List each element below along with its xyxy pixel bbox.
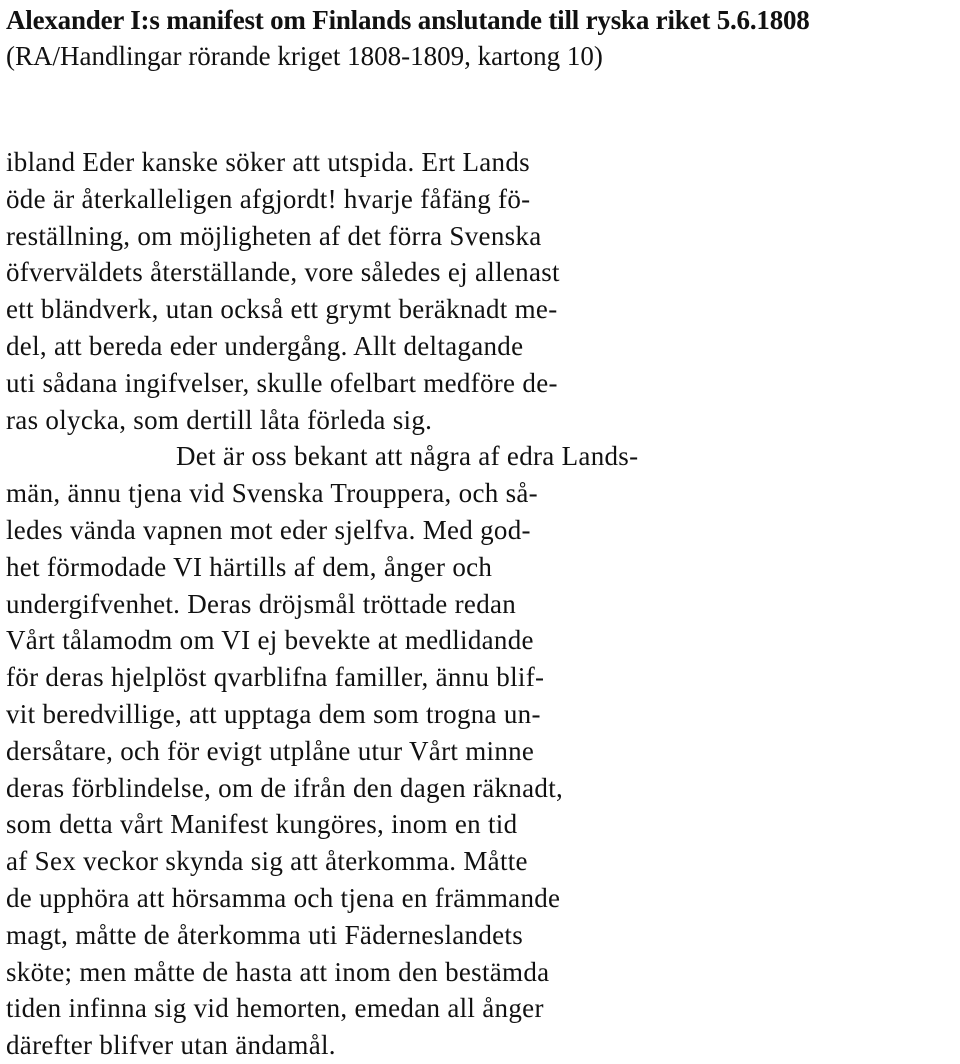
- text-line: tiden infinna sig vid hemorten, emedan all ånger: [6, 993, 544, 1024]
- archive-reference: (RA/Handlingar rörande kriget 1808-1809, kartong 10): [6, 41, 603, 71]
- document-header: [6, 2, 810, 74]
- text-line: de upphöra att hörsamma och tjena en främmande: [6, 882, 561, 913]
- text-line: öde är återkalleligen afgjordt! hvarje fåfäng fö-: [6, 183, 531, 214]
- text-line: som detta vårt Manifest kungöres, inom en tid: [6, 809, 518, 840]
- text-line: ibland Eder kanske söker att utspida. Ert Lands: [6, 147, 530, 177]
- text-line: ledes vända vapnen mot eder sjelfva. Med god-: [6, 514, 531, 545]
- text-line: för deras hjelplöst qvarblifna familler, ännu blif-: [6, 662, 545, 693]
- text-line: magt, måtte de återkomma uti Fäderneslandets: [6, 919, 524, 950]
- document-title: Alexander I:s manifest om Finlands anslutande till ryska riket 5.6.1808: [6, 5, 810, 35]
- text-line: af Sex veckor skynda sig att återkomma. Måtte: [6, 846, 528, 877]
- text-line: dersåtare, och för evigt utplåne utur Vårt minne: [6, 735, 535, 766]
- text-line: därefter blifver utan ändamål.: [6, 1030, 336, 1061]
- text-line: män, ännu tjena vid Svenska Trouppera, och så-: [6, 478, 538, 509]
- text-line: ett bländverk, utan också ett grymt beräknadt me-: [6, 294, 558, 325]
- text-line: reställning, om möjligheten af det förra Svenska: [6, 220, 542, 251]
- manifest-text: [6, 144, 638, 1064]
- text-line: deras förblindelse, om de ifrån den dagen räknadt,: [6, 772, 564, 803]
- text-line: vit beredvillige, att upptaga dem som trogna un-: [6, 698, 541, 729]
- text-line: öfverväldets återställande, vore således ej allenast: [6, 257, 560, 288]
- text-line: undergifvenhet. Deras dröjsmål tröttade redan: [6, 588, 517, 619]
- text-line: Vårt tålamodm om VI ej bevekte at medlidande: [6, 625, 534, 656]
- text-line: del, att bereda eder undergång. Allt deltagande: [6, 330, 524, 361]
- text-line: het förmodade VI härtills af dem, ånger och: [6, 551, 493, 582]
- text-line: uti sådana ingifvelser, skulle ofelbart medföre de-: [6, 367, 558, 398]
- text-line: sköte; men måtte de hasta att inom den bestämda: [6, 956, 550, 987]
- text-line: ras olycka, som dertill låta förleda sig.: [6, 404, 433, 435]
- paragraph-start-line: Det är oss bekant att några af edra Lands-: [176, 441, 639, 472]
